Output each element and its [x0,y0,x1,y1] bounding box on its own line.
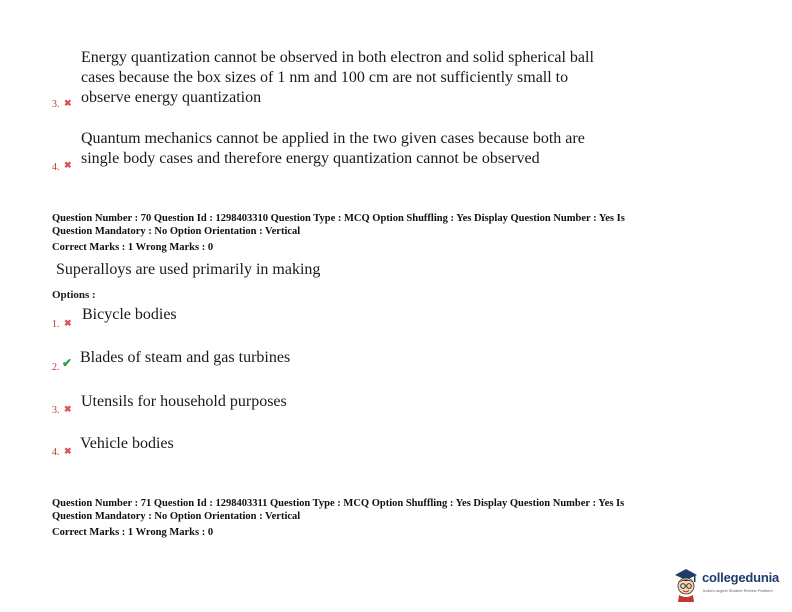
wrong-mark-icon: ✖ [64,318,72,328]
mascot-icon [672,566,700,602]
question-70-meta [52,212,752,254]
option-text: Bicycle bodies [82,306,177,323]
option-text-line: Quantum mechanics cannot be applied in the two given cases because both are [81,130,585,147]
option-number: 4. [52,447,60,458]
option-number: 2. [52,362,60,373]
option-number: 1. [52,319,60,330]
wrong-mark-icon: ✖ [64,98,72,108]
marks-line: Correct Marks : 1 Wrong Marks : 0 [52,242,214,253]
option-text-line: Energy quantization cannot be observed in both electron and solid spherical ball [81,49,594,66]
meta-line: Question Number : 71 Question Id : 1298403311 Question Type : MCQ Option Shuffling : Yes Display Question Number : Yes Is [52,498,625,509]
logo-tagline: India's largest Student Review Platform [703,588,773,593]
collegedunia-logo [672,566,790,606]
option-text: Utensils for household purposes [81,393,287,410]
meta-line: Question Mandatory : No Option Orientation : Vertical [52,226,301,237]
options-label: Options : [52,289,96,301]
option-text-line: single body cases and therefore energy quantization cannot be observed [81,150,540,167]
marks-line: Correct Marks : 1 Wrong Marks : 0 [52,527,214,538]
wrong-mark-icon: ✖ [64,446,72,456]
option-text-line: observe energy quantization [81,89,262,106]
option-text: Vehicle bodies [80,435,174,452]
option-text: Blades of steam and gas turbines [80,349,291,366]
option-text-line: cases because the box sizes of 1 nm and 100 cm are not sufficiently small to [81,69,569,86]
meta-line: Question Mandatory : No Option Orientation : Vertical [52,511,301,522]
meta-line: Question Number : 70 Question Id : 1298403310 Question Type : MCQ Option Shuffling : Yes Display Question Number : Yes Is [52,213,625,224]
question-71-meta [52,497,752,539]
question-70-text: Superalloys are used primarily in making [56,261,321,278]
option-number: 3. [52,405,60,416]
option-number: 4. [52,162,60,173]
logo-wordmark: collegedunia [702,570,780,585]
correct-mark-icon: ✔ [62,356,73,370]
option-number: 3. [52,99,60,110]
wrong-mark-icon: ✖ [64,404,72,414]
wrong-mark-icon: ✖ [64,160,72,170]
